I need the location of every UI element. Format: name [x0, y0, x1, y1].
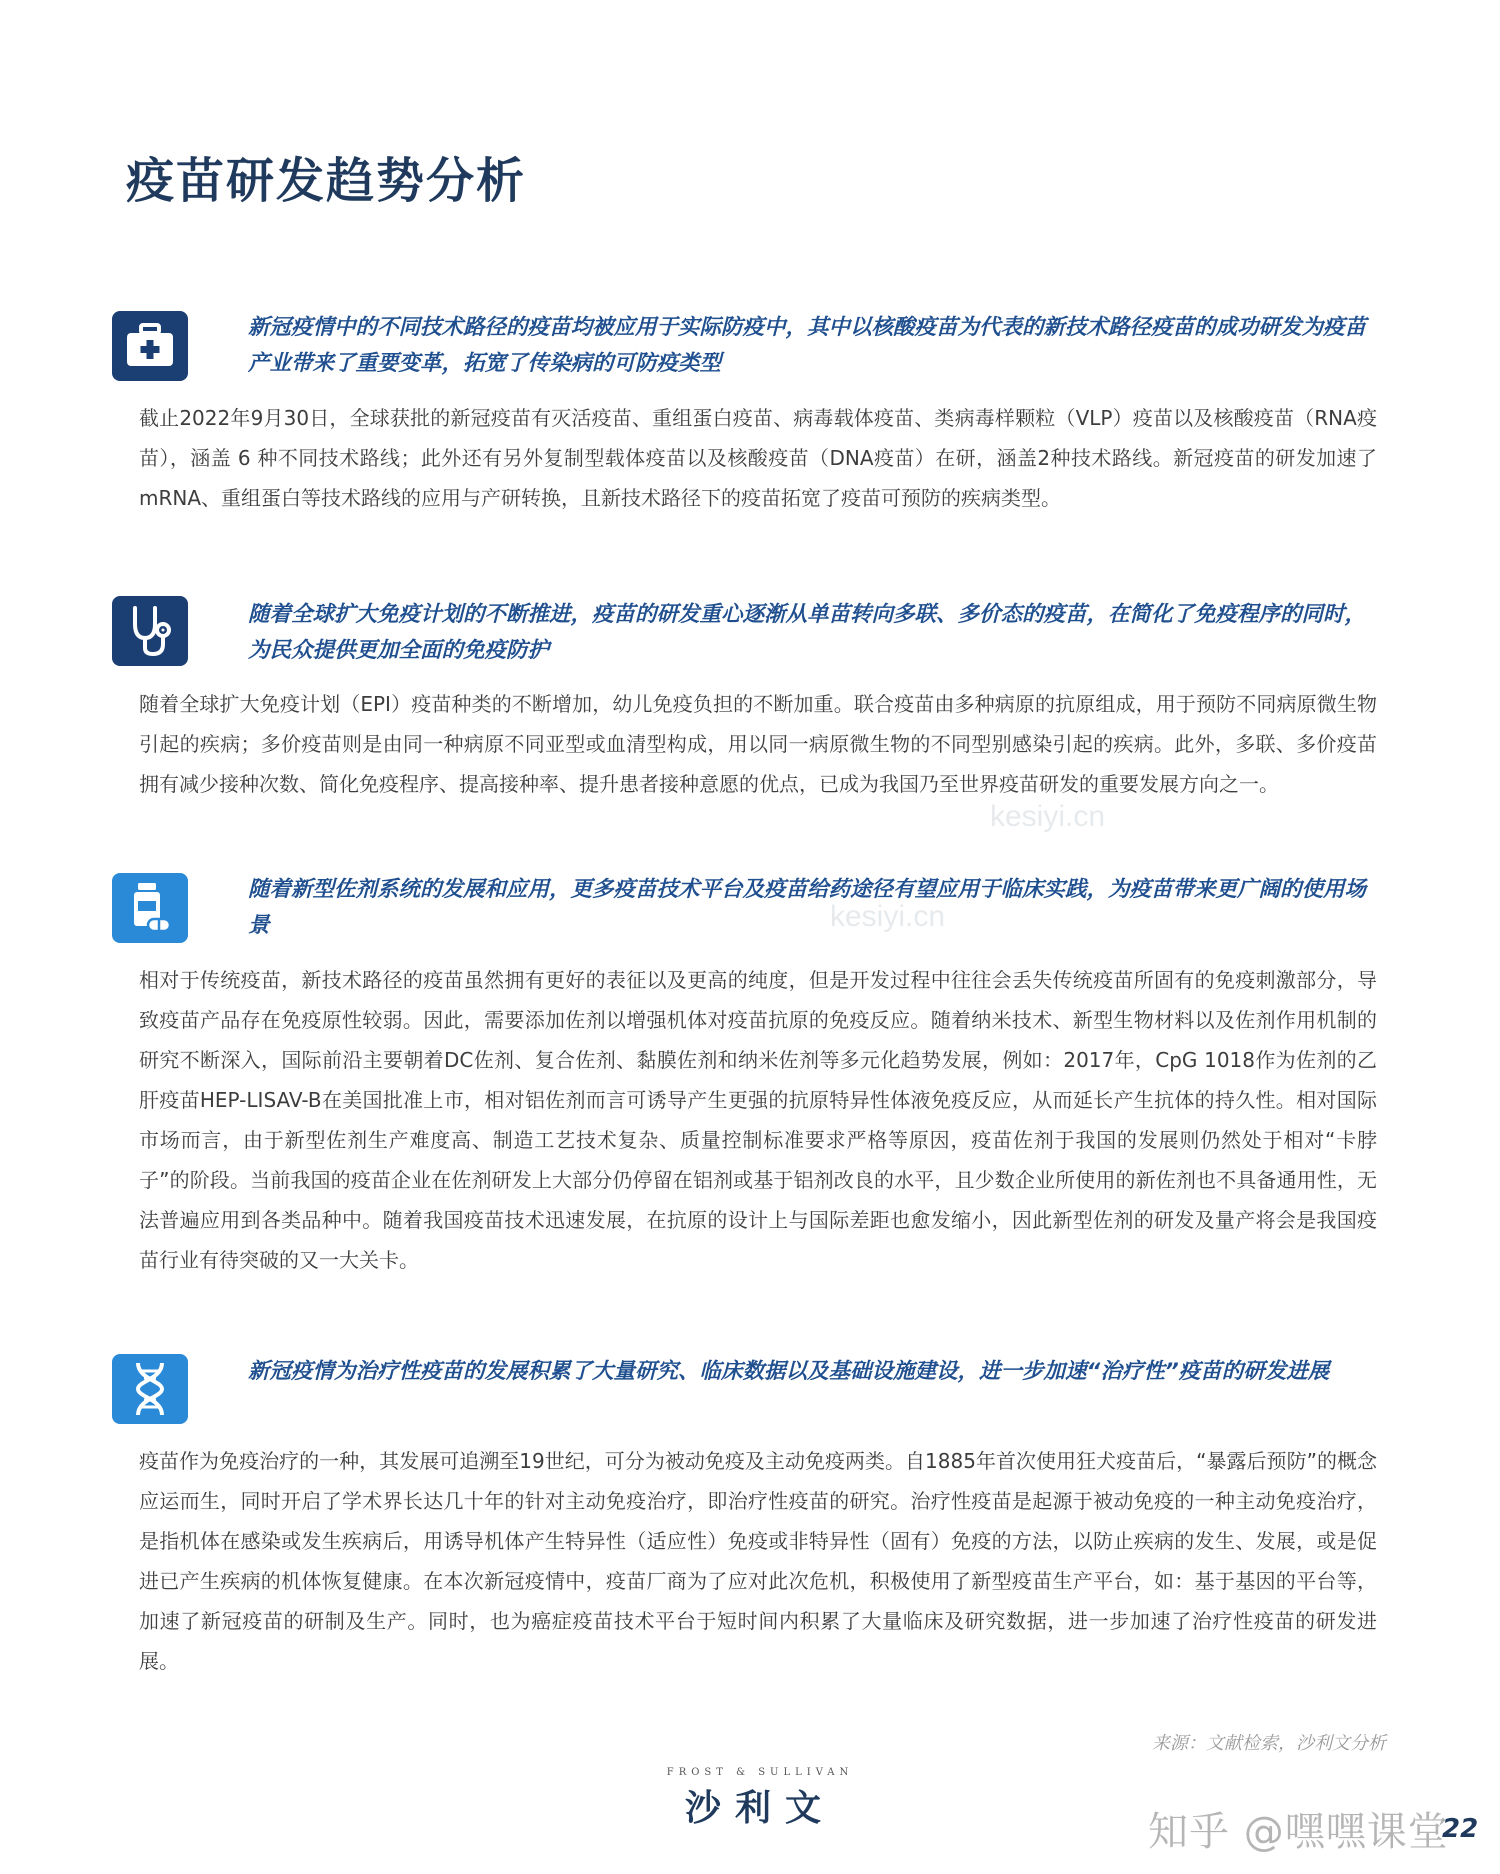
section-heading: 随着全球扩大免疫计划的不断推进，疫苗的研发重心逐渐从单苗转向多联、多价态的疫苗，在简化了免疫程序的同时，为民众提供更加全面的免疫防护 — [248, 602, 1367, 663]
watermark-faint: kesiyi.cn — [830, 900, 946, 933]
logo-big-text: 沙利文 — [684, 1788, 835, 1829]
stethoscope-icon — [112, 596, 188, 666]
dna-icon — [112, 1354, 188, 1424]
watermark-faint: kesiyi.cn — [990, 800, 1106, 833]
page-number: 22 — [1442, 1814, 1479, 1844]
zhihu-watermark: 知乎 @嘿嘿课堂 — [1148, 1809, 1449, 1855]
medical-kit-icon — [112, 311, 188, 381]
frost-sullivan-logo — [660, 1767, 860, 1831]
section-body: 相对于传统疫苗，新技术路径的疫苗虽然拥有更好的表征以及更高的纯度，但是开发过程中往往会丢失传统疫苗所固有的免疫刺激部分，导致疫苗产品存在免疫原性较弱。因此，需要添加佐剂以增强机体对疫苗抗原的免疫反应。随着纳米技术、新型生物材料以及佐剂作用机制的研究不断深入，国际前沿主要朝着DC佐剂、复合佐剂、黏膜佐剂和纳米佐剂等多元化趋势发展，例如：2017年，CpG 1018作为佐剂的乙肝疫苗HEP-LISAV-B在美国批准上市，相对铝佐剂而言可诱导产生更强的抗原特异性体液免疫反应，从而延长产生抗体的持久性。相对国际市场而言，由于新型佐剂生产难度高、制造工艺技术复杂、质量控制标准要求严格等原因，疫苗佐剂于我国的发展则仍然处于相对“卡脖子”的阶段。当前我国的疫苗企业在佐剂研发上大部分仍停留在铝剂或基于铝剂改良的水平，且少数企业所使用的新佐剂也不具备通用性，无法普遍应用到各类品种中。随着我国疫苗技术迅速发展，在抗原的设计上与国际差距也愈发缩小，因此新型佐剂的研发及量产将会是我国疫苗行业有待突破的又一大关卡。 — [139, 968, 1377, 1272]
section-body: 截止2022年9月30日，全球获批的新冠疫苗有灭活疫苗、重组蛋白疫苗、病毒载体疫苗、类病毒样颗粒（VLP）疫苗以及核酸疫苗（RNA疫苗），涵盖 6 种不同技术路线；此外还有另外复制型载体疫苗以及核酸疫苗（DNA疫苗）在研，涵盖2种技术路线。新冠疫苗的研发加速了mRNA、重组蛋白等技术路线的应用与产研转换，且新技术路径下的疫苗拓宽了疫苗可预防的疾病类型。 — [139, 406, 1377, 510]
page-title: 疫苗研发趋势分析 — [126, 153, 527, 209]
section-body: 随着全球扩大免疫计划（EPI）疫苗种类的不断增加，幼儿免疫负担的不断加重。联合疫苗由多种病原的抗原组成，用于预防不同病原微生物引起的疾病；多价疫苗则是由同一种病原不同亚型或血清型构成，用以同一病原微生物的不同型别感染引起的疾病。此外，多联、多价疫苗拥有减少接种次数、简化免疫程序、提高接种率、提升患者接种意愿的优点，已成为我国乃至世界疫苗研发的重要发展方向之一。 — [139, 692, 1377, 796]
section-heading: 新冠疫情中的不同技术路径的疫苗均被应用于实际防疫中，其中以核酸疫苗为代表的新技术路径疫苗的成功研发为疫苗产业带来了重要变革，拓宽了传染病的可防疫类型 — [248, 315, 1367, 376]
section-heading: 随着新型佐剂系统的发展和应用，更多疫苗技术平台及疫苗给药途径有望应用于临床实践，为疫苗带来更广阔的使用场景 — [248, 877, 1367, 938]
source-note: 来源：文献检索，沙利文分析 — [1152, 1733, 1386, 1754]
medicine-bottle-icon — [112, 873, 188, 943]
section-heading: 新冠疫情为治疗性疫苗的发展积累了大量研究、临床数据以及基础设施建设，进一步加速“治疗性”疫苗的研发进展 — [248, 1359, 1330, 1384]
logo-small-text: FROST & SULLIVAN — [666, 1767, 854, 1778]
section-body: 疫苗作为免疫治疗的一种，其发展可追溯至19世纪，可分为被动免疫及主动免疫两类。自1885年首次使用狂犬疫苗后，“暴露后预防”的概念应运而生，同时开启了学术界长达几十年的针对主动免疫治疗，即治疗性疫苗的研究。治疗性疫苗是起源于被动免疫的一种主动免疫治疗，是指机体在感染或发生疾病后，用诱导机体产生特异性（适应性）免疫或非特异性（固有）免疫的方法，以防止疾病的发生、发展，或是促进已产生疾病的机体恢复健康。在本次新冠疫情中，疫苗厂商为了应对此次危机，积极使用了新型疫苗生产平台，如：基于基因的平台等，加速了新冠疫苗的研制及生产。同时，也为癌症疫苗技术平台于短时间内积累了大量临床及研究数据，进一步加速了治疗性疫苗的研发进展。 — [139, 1449, 1377, 1673]
